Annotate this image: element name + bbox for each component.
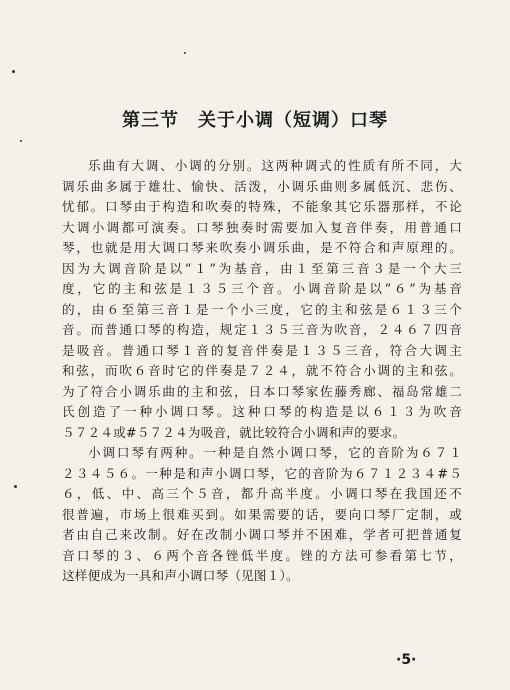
- section-title: 第三节 关于小调（短调）口琴: [122, 110, 388, 131]
- scan-speck: [14, 485, 17, 488]
- text-line: 因为大调音阶是以“１”为基音，由１至第三音３是一个大三: [62, 260, 462, 276]
- text-line: 调乐曲多属于雄壮、愉快、活泼，小调乐曲则多属低沉、悲伤、: [62, 178, 462, 194]
- text-line: 小调口琴有两种。一种是自然小调口琴，它的音阶为６７１: [88, 445, 462, 460]
- text-line: 忧郁。口琴由于构造和吹奏的特殊，不能象其它乐器那样，不论: [62, 199, 462, 214]
- text-line: 琴，也就是用大调口琴来吹奏小调乐曲，是不符合和声原理的。: [62, 240, 462, 255]
- text-line: 音。而普通口琴的构造，规定１３５三音为吹音，２４６７四音: [62, 322, 462, 337]
- text-line: 为了符合小调乐曲的主和弦，日本口琴家佐藤秀廊、福岛常雄二: [62, 383, 462, 399]
- text-line: 氏创造了一种小调口琴。这种口琴的构造是以６１３为吹音: [62, 404, 462, 419]
- text-line: 度，它的主和弦是１３５三个音。小调音阶是以“６”为基音: [62, 281, 462, 296]
- scan-speck: [12, 70, 15, 73]
- text-line: 者由自己来改制。好在改制小调口琴并不困难，学者可把普通复: [62, 527, 462, 542]
- text-line: 是吸音。普通口琴１音的复音伴奏是１３５三音，符合大调主: [62, 342, 462, 358]
- text-line: 和弦，而吹６音时它的伴奏是７２４，就不符合小调的主和弦。: [62, 363, 462, 378]
- text-line: 的，由６至第三音１是一个小三度，它的主和弦是６１３三个: [62, 301, 462, 317]
- scan-speck: [20, 140, 22, 142]
- text-line: 大调小调都可演奏。口琴独奏时需要加入复音伴奏，用普通口: [62, 219, 462, 235]
- text-line: ２３４５６。一种是和声小调口琴，它的音阶为６７１２３４#５: [62, 465, 462, 481]
- text-line: ６，低、中、高三个５音，都升高半度。小调口琴在我国还不: [62, 486, 462, 501]
- text-line: 音口琴的３、６两个音各锉低半度。锉的方法可参看第七节，: [62, 547, 462, 563]
- text-line: 很普遍，市场上很难买到。如果需要的话，要向口琴厂定制，或: [62, 506, 462, 522]
- page-number: ·5·: [396, 652, 417, 668]
- scan-speck: [184, 52, 186, 54]
- text-line: 乐曲有大调、小调的分别。这两种调式的性质有所不同，大: [88, 158, 462, 173]
- text-line: ５７２４或#５７２４为吸音，就比较符合小调和声的要求。: [62, 424, 406, 440]
- text-line: 这样便成为一具和声小调口琴（见图１）。: [62, 568, 299, 583]
- body-text: [62, 156, 462, 587]
